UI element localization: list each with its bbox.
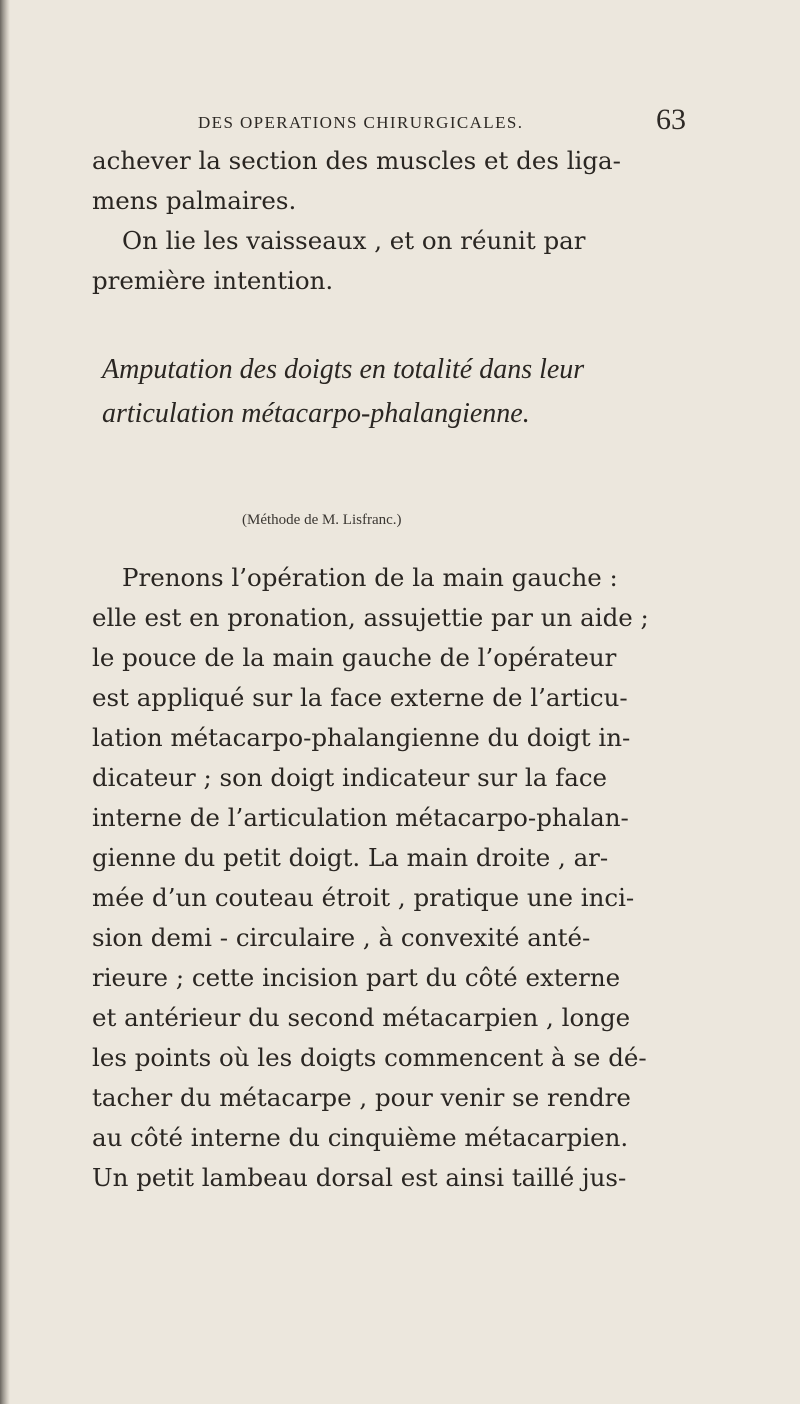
text-line: au côté interne du cinquième métacarpien. xyxy=(92,1123,629,1152)
section-title-line: articulation métacarpo-phalangienne. xyxy=(102,398,530,429)
text-line: Un petit lambeau dorsal est ainsi taillé jus- xyxy=(92,1163,627,1192)
text-line: dicateur ; son doigt indicateur sur la face xyxy=(92,763,608,792)
text-line: interne de l’articulation métacarpo-phalan- xyxy=(92,803,629,832)
text-line: est appliqué sur la face externe de l’articu- xyxy=(92,683,628,712)
section-title-line: Amputation des doigts en totalité dans leur xyxy=(102,354,585,385)
text-line: le pouce de la main gauche de l’opérateur xyxy=(92,643,617,672)
text-line: mens palmaires. xyxy=(92,186,297,215)
text-line: rieure ; cette incision part du côté externe xyxy=(92,963,621,992)
page-number: 63 xyxy=(656,103,686,136)
text-line: les points où les doigts commencent à se dé- xyxy=(92,1043,647,1072)
text-line: achever la section des muscles et des liga- xyxy=(92,146,621,175)
text-line: première intention. xyxy=(92,266,334,295)
opening-paragraph xyxy=(92,141,752,301)
text-line: et antérieur du second métacarpien , longe xyxy=(92,1003,631,1032)
text-line: mée d’un couteau étroit , pratique une inci- xyxy=(92,883,635,912)
text-line: lation métacarpo-phalangienne du doigt in- xyxy=(92,723,631,752)
method-attribution: (Méthode de M. Lisfranc.) xyxy=(242,512,402,528)
page-binding-edge xyxy=(0,0,10,1404)
page-header xyxy=(60,103,686,143)
text-line: On lie les vaisseaux , et on réunit par xyxy=(122,226,586,255)
text-line: gienne du petit doigt. La main droite , ar- xyxy=(92,843,609,872)
text-line: elle est en pronation, assujettie par un aide ; xyxy=(92,603,649,632)
section-title xyxy=(72,348,752,436)
text-line: tacher du métacarpe , pour venir se rendre xyxy=(92,1083,631,1112)
text-line: Prenons l’opération de la main gauche : xyxy=(122,563,618,592)
body-paragraph xyxy=(92,558,752,1198)
running-head: DES OPERATIONS CHIRURGICALES. xyxy=(198,113,524,132)
text-line: sion demi - circulaire , à convexité anté- xyxy=(92,923,591,952)
